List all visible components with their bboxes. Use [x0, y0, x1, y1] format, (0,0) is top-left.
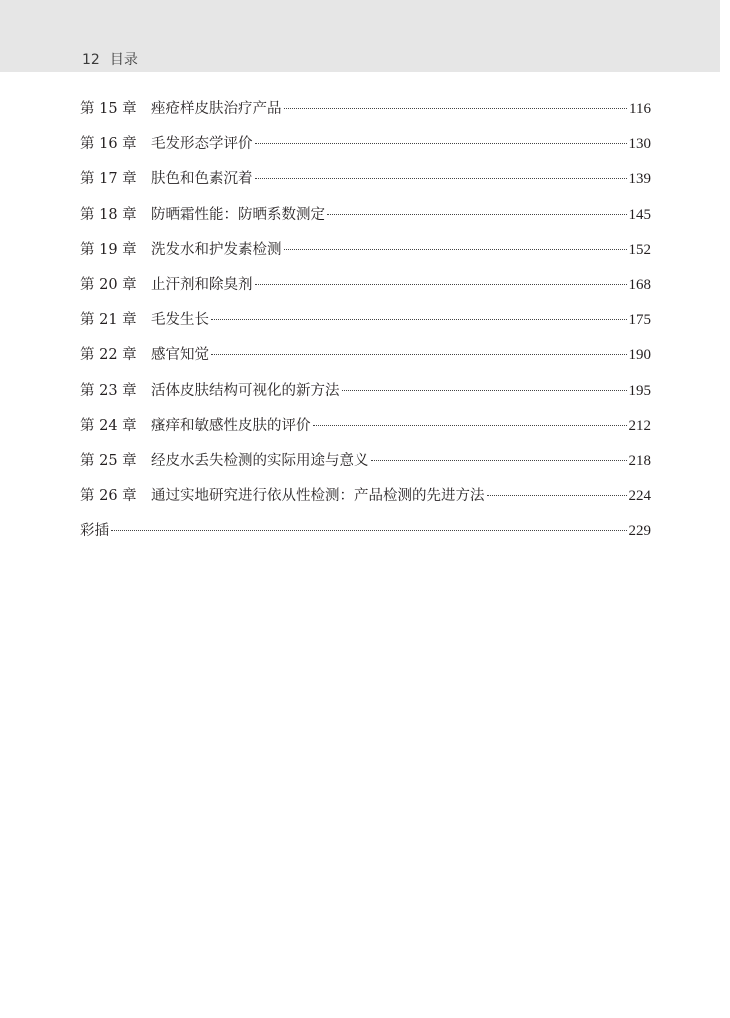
dot-leader — [211, 354, 627, 355]
page-number: 145 — [628, 206, 651, 223]
appendix-title: 彩插 — [80, 523, 109, 540]
toc-entry-chapter-21 — [80, 309, 651, 344]
chapter-label: 第 24 章 — [80, 417, 137, 434]
page-number: 152 — [628, 241, 651, 258]
toc-entry-chapter-20 — [80, 274, 651, 309]
chapter-label: 第 16 章 — [80, 136, 137, 153]
page-number: 195 — [628, 382, 651, 399]
chapter-label: 第 25 章 — [80, 452, 137, 469]
dot-leader — [255, 143, 627, 144]
dot-leader — [255, 284, 627, 285]
chapter-label: 第 26 章 — [80, 488, 137, 505]
chapter-label: 第 17 章 — [80, 171, 137, 188]
running-header — [82, 49, 138, 69]
dot-leader — [327, 214, 627, 215]
chapter-title: 经皮水丢失检测的实际用途与意义 — [151, 452, 369, 469]
chapter-label: 第 20 章 — [80, 276, 137, 293]
header-page-number: 12 — [82, 52, 100, 68]
toc-entry-chapter-22 — [80, 344, 651, 379]
page-number: 116 — [629, 101, 651, 117]
page-number: 229 — [628, 523, 651, 540]
chapter-title: 肤色和色素沉着 — [151, 171, 253, 188]
chapter-title: 活体皮肤结构可视化的新方法 — [151, 382, 340, 399]
chapter-title: 毛发形态学评价 — [151, 136, 253, 153]
page-number: 212 — [628, 417, 651, 434]
toc-entry-chapter-15 — [80, 98, 651, 133]
toc-entry-chapter-17 — [80, 168, 651, 203]
dot-leader — [487, 495, 627, 496]
page-number: 218 — [628, 452, 651, 469]
dot-leader — [342, 390, 627, 391]
page-number: 130 — [628, 136, 651, 153]
page-header — [0, 0, 720, 72]
page-number: 175 — [628, 312, 651, 329]
dot-leader — [313, 425, 627, 426]
chapter-title: 毛发生长 — [151, 312, 209, 329]
header-section-title: 目录 — [109, 52, 138, 68]
dot-leader — [371, 460, 627, 461]
chapter-title: 洗发水和护发素检测 — [151, 241, 282, 258]
chapter-title: 通过实地研究进行依从性检测：产品检测的先进方法 — [151, 488, 485, 505]
dot-leader — [284, 108, 628, 109]
dot-leader — [255, 178, 627, 179]
chapter-title: 防晒霜性能：防晒系数测定 — [151, 206, 325, 223]
chapter-title: 感官知觉 — [151, 347, 209, 364]
toc-entry-chapter-24 — [80, 415, 651, 450]
chapter-title: 止汗剂和除臭剂 — [151, 276, 253, 293]
chapter-title: 痤疮样皮肤治疗产品 — [151, 101, 282, 117]
dot-leader — [211, 319, 627, 320]
chapter-label: 第 19 章 — [80, 241, 137, 258]
toc-entry-chapter-26 — [80, 485, 651, 520]
chapter-label: 第 15 章 — [80, 101, 137, 117]
toc-entry-chapter-16 — [80, 133, 651, 168]
toc-entry-appendix — [80, 520, 651, 555]
dot-leader — [284, 249, 627, 250]
chapter-label: 第 18 章 — [80, 206, 137, 223]
toc-entry-chapter-23 — [80, 380, 651, 415]
toc-entry-chapter-25 — [80, 450, 651, 485]
page-number: 190 — [628, 347, 651, 364]
toc-entry-chapter-19 — [80, 239, 651, 274]
page-number: 224 — [628, 488, 651, 505]
chapter-label: 第 21 章 — [80, 312, 137, 329]
page-number: 139 — [628, 171, 651, 188]
toc-entry-chapter-18 — [80, 204, 651, 239]
table-of-contents — [80, 98, 651, 555]
dot-leader — [111, 530, 627, 531]
chapter-label: 第 22 章 — [80, 347, 137, 364]
page-number: 168 — [628, 276, 651, 293]
chapter-label: 第 23 章 — [80, 382, 137, 399]
chapter-title: 瘙痒和敏感性皮肤的评价 — [151, 417, 311, 434]
